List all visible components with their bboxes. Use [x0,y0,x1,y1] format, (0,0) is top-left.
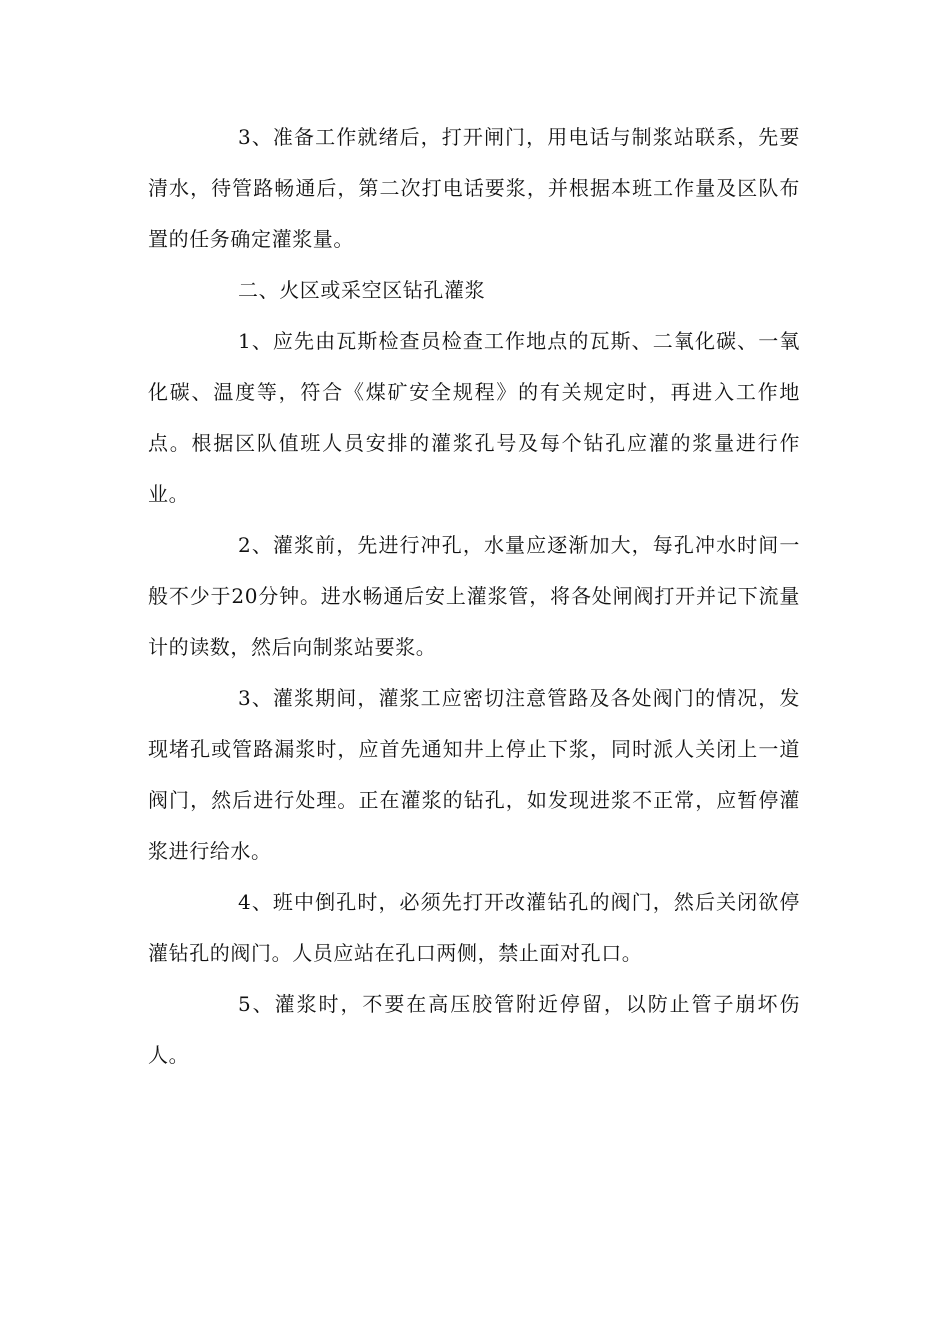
paragraph-step-2-flushing: 2、灌浆前，先进行冲孔，水量应逐渐加大，每孔冲水时间一般不少于20分钟。进水畅通后安上灌浆管，将各处闸阀打开并记下流量计的读数，然后向制浆站要浆。 [148,533,800,659]
paragraph-step-5-safety: 5、灌浆时，不要在高压胶管附近停留，以防止管子崩坏伤人。 [148,992,800,1067]
section-heading-fire-zone-grouting: 二、火区或采空区钻孔灌浆 [238,278,486,302]
paragraph-step-3-contact-station: 3、准备工作就绪后，打开闸门，用电话与制浆站联系，先要清水，待管路畅通后，第二次打电话要浆，并根据本班工作量及区队布置的任务确定灌浆量。 [148,125,800,251]
paragraph-step-3-monitoring: 3、灌浆期间，灌浆工应密切注意管路及各处阀门的情况，发现堵孔或管路漏浆时，应首先通知井上停止下浆，同时派人关闭上一道阀门，然后进行处理。正在灌浆的钻孔，如发现进浆不正常，应暂停灌浆进行给水。 [148,686,800,863]
paragraph-step-4-switch-holes: 4、班中倒孔时，必须先打开改灌钻孔的阀门，然后关闭欲停灌钻孔的阀门。人员应站在孔口两侧，禁止面对孔口。 [148,890,800,965]
paragraph-step-1-gas-check: 1、应先由瓦斯检查员检查工作地点的瓦斯、二氧化碳、一氧化碳、温度等，符合《煤矿安全规程》的有关规定时，再进入工作地点。根据区队值班人员安排的灌浆孔号及每个钻孔应灌的浆量进行作业。 [148,329,800,506]
document-body [148,112,800,1081]
